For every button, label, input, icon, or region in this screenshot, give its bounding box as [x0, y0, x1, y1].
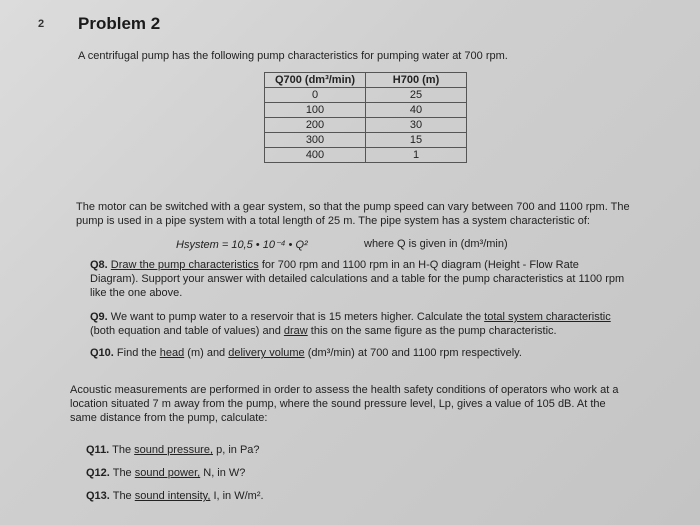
intro-text: A centrifugal pump has the following pump characteristics for pumping water at 700 rpm.: [78, 50, 508, 62]
q12-underlined: sound power,: [134, 467, 201, 479]
acoustic-line-2: location situated 7 m away from the pump, where the sound pressure level, Lp, gives a value of 105 dB. At the: [70, 398, 606, 410]
table-header-row: [265, 73, 467, 88]
acoustic-paragraph: [70, 383, 618, 425]
q9-line2-underlined: draw: [283, 325, 308, 337]
q10-label: Q10.: [90, 347, 114, 359]
cell-h: 30: [366, 118, 467, 133]
q12-post: N, in W?: [203, 467, 246, 479]
acoustic-line-1: Acoustic measurements are performed in order to assess the health safety conditions of operators who work at a: [70, 384, 619, 396]
cell-h: 15: [366, 133, 467, 148]
q9-line2-pre: (both equation and table of values) and: [90, 325, 281, 337]
q8-line3: like the one above.: [90, 287, 183, 299]
q9-line1-underlined: total system characteristic: [484, 311, 611, 323]
q13-post: I, in W/m².: [213, 490, 264, 502]
q11-underlined: sound pressure,: [134, 444, 214, 456]
cell-q: 200: [265, 118, 366, 133]
q8-line2: Diagram). Support your answer with detailed calculations and a table for the pump characteristics at 1100 rpm: [90, 273, 625, 285]
q11-label: Q11.: [86, 444, 110, 456]
q10-delivery-volume: delivery volume: [228, 347, 305, 359]
motor-paragraph: [76, 200, 630, 228]
question-q12: [86, 466, 245, 480]
acoustic-line-3: same distance from the pump, calculate:: [70, 412, 268, 424]
cell-q: 400: [265, 148, 366, 163]
table-row: [265, 103, 467, 118]
col-h-header: H700 (m): [366, 73, 467, 88]
q11-pre: The: [112, 444, 132, 456]
cell-h: 1: [366, 148, 467, 163]
equation-note: where Q is given in (dm³/min): [364, 238, 508, 250]
col-q-header: Q700 (dm³/min): [265, 73, 366, 88]
question-q13: [86, 489, 264, 503]
q8-label: Q8.: [90, 259, 108, 271]
equation-lhs: Hsystem: [176, 239, 219, 251]
q9-label: Q9.: [90, 311, 108, 323]
table-row: [265, 118, 467, 133]
table-row: [265, 148, 467, 163]
q9-line1-pre: We want to pump water to a reservoir that is 15 meters higher. Calculate the: [110, 311, 482, 323]
q10-head: head: [159, 347, 185, 359]
q11-post: p, in Pa?: [216, 444, 260, 456]
q9-line2-post: this on the same figure as the pump characteristic.: [310, 325, 557, 337]
cell-h: 25: [366, 88, 467, 103]
question-q11: [86, 443, 260, 457]
cell-q: 300: [265, 133, 366, 148]
q8-underlined: Draw the pump characteristics: [110, 259, 259, 271]
q10-post: (dm³/min) at 700 and 1100 rpm respectively.: [307, 347, 522, 359]
system-equation: [176, 238, 308, 251]
q10-mid: (m) and: [187, 347, 226, 359]
question-q8: [90, 258, 660, 300]
q12-pre: The: [112, 467, 132, 479]
table-row: [265, 133, 467, 148]
cell-q: 100: [265, 103, 366, 118]
q13-pre: The: [112, 490, 132, 502]
question-q9: [90, 310, 660, 338]
motor-line-2: pump is used in a pipe system with a total length of 25 m. The pipe system has a system characteristic of:: [76, 215, 590, 227]
q12-label: Q12.: [86, 467, 110, 479]
motor-line-1: The motor can be switched with a gear system, so that the pump speed can vary between 700 and 1100 rpm. The: [76, 201, 630, 213]
q8-line1-rest: for 700 rpm and 1100 rpm in an H-Q diagram (Height - Flow Rate: [261, 259, 579, 271]
problem-title: Problem 2: [78, 14, 161, 33]
cell-h: 40: [366, 103, 467, 118]
q10-pre: Find the: [116, 347, 157, 359]
q13-underlined: sound intensity,: [134, 490, 211, 502]
equation-rhs: = 10,5 • 10⁻⁴ • Q²: [221, 239, 308, 251]
q13-label: Q13.: [86, 490, 110, 502]
page-number: 2: [38, 18, 45, 30]
question-q10: [90, 346, 522, 360]
cell-q: 0: [265, 88, 366, 103]
pump-characteristics-table: [264, 72, 467, 163]
table-row: [265, 88, 467, 103]
